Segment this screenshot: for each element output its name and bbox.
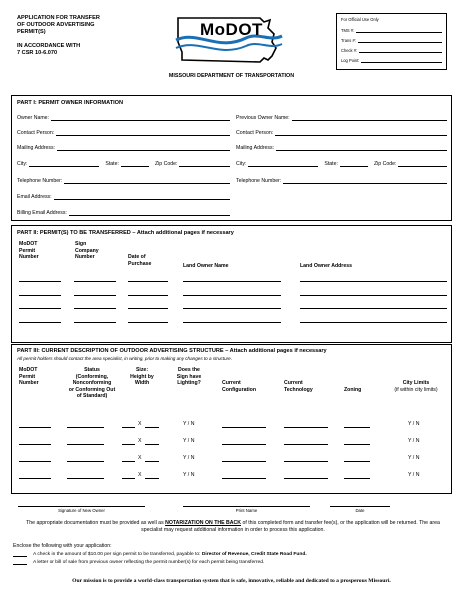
part3-col-lighting: Does the Sign have Lighting? — [176, 367, 202, 387]
part3-blank-r2-c4[interactable] — [284, 444, 328, 445]
part3-blank-r1-c4[interactable] — [284, 427, 328, 428]
documentation-notice: The appropriate documentation must be provided as well as NOTARIZATION ON THE BACK of this completed form and transfer fee(s), or the application will be returned. The area specialist may request additional information in order to process this application. — [26, 520, 440, 533]
part3-note: All permit holders should contact the area specialist, in writing, prior to making any changes to a structure. — [17, 356, 232, 361]
csr-line-1: IN ACCORDANCE WITH — [17, 42, 81, 49]
part2-blank-r3-c5[interactable] — [300, 308, 447, 309]
lighting-yn-choice[interactable]: Y / N — [183, 421, 195, 427]
part2-col-date: Date of Purchase — [128, 254, 152, 267]
part2-col-sign-company: Sign Company Number — [75, 241, 99, 261]
enclose-item-letter: A letter or bill of sale from previous owner reflecting the permit number(s) for each permit being transferred. — [13, 559, 453, 566]
date-line[interactable]: Date — [330, 506, 390, 513]
part2-blank-r2-c3[interactable] — [128, 295, 168, 296]
trans-field[interactable]: Trans #: — [341, 33, 442, 43]
part3-blank-r4-c1[interactable] — [19, 478, 51, 479]
prev-mailing-field[interactable]: Mailing Address: — [236, 143, 447, 151]
size-x-label: X — [138, 421, 142, 427]
print-name-line[interactable]: Print Name — [183, 506, 310, 513]
part3-blank-r4-c3[interactable] — [222, 478, 266, 479]
part2-blank-r1-c5[interactable] — [300, 281, 447, 282]
part2-blank-r2-c4[interactable] — [183, 295, 281, 296]
size-x-label: X — [138, 455, 142, 461]
part2-col-land-owner-name: Land Owner Name — [183, 263, 229, 269]
part3-title: PART III: CURRENT DESCRIPTION OF OUTDOOR ADVERTISING STRUCTURE – Attach additional pages if necessary — [17, 348, 327, 354]
part3-col-status: Status (Conforming, Nonconforming or Conforming Out of Standard) — [68, 367, 116, 400]
part2-blank-r4-c4[interactable] — [183, 322, 281, 323]
part3-blank-r1-c5[interactable] — [344, 427, 370, 428]
lighting-yn-choice[interactable]: Y / N — [183, 472, 195, 478]
form-title — [17, 15, 127, 57]
part2-col-land-owner-address: Land Owner Address — [300, 263, 352, 269]
part3-blank-r3-c1[interactable] — [19, 461, 51, 462]
part3-blank-r2-c2[interactable] — [67, 444, 104, 445]
part2-blank-r3-c4[interactable] — [183, 308, 281, 309]
part3-col-zoning: Zoning — [344, 387, 362, 393]
size-height-blank[interactable] — [122, 427, 135, 428]
part2-blank-r4-c3[interactable] — [128, 322, 168, 323]
contact-person-field[interactable]: Contact Person: — [17, 128, 230, 136]
part2-blank-r3-c3[interactable] — [128, 308, 168, 309]
modot-logo — [168, 12, 286, 64]
check-enclosed-blank[interactable] — [13, 556, 27, 557]
part3-col-technology: Current Technology — [284, 380, 313, 393]
city-state-zip-field[interactable]: City: State: Zip Code: — [17, 159, 230, 167]
previous-owner-field[interactable]: Previous Owner Name: — [236, 113, 447, 121]
size-height-blank[interactable] — [122, 461, 135, 462]
part3-blank-r4-c4[interactable] — [284, 478, 328, 479]
size-height-blank[interactable] — [122, 478, 135, 479]
part3-blank-r2-c5[interactable] — [344, 444, 370, 445]
part3-blank-r2-c3[interactable] — [222, 444, 266, 445]
city-limits-yn-choice[interactable]: Y / N — [408, 455, 420, 461]
city-limits-yn-choice[interactable]: Y / N — [408, 421, 420, 427]
lighting-yn-choice[interactable]: Y / N — [183, 438, 195, 444]
part3-col-city-limits: City Limits (if within city limits) — [394, 380, 438, 393]
part2-title: PART II: PERMIT(S) TO BE TRANSFERRED – Attach additional pages if necessary — [17, 230, 234, 236]
part3-blank-r3-c3[interactable] — [222, 461, 266, 462]
size-x-label: X — [138, 438, 142, 444]
department-name: MISSOURI DEPARTMENT OF TRANSPORTATION — [168, 73, 295, 79]
part2-blank-r4-c1[interactable] — [19, 322, 61, 323]
part2-blank-r1-c1[interactable] — [19, 281, 61, 282]
part3-blank-r1-c2[interactable] — [67, 427, 104, 428]
csr-line-2: 7 CSR 10-6.070 — [17, 49, 58, 56]
part3-col-configuration: Current Configuration — [222, 380, 256, 393]
signature-new-owner-line[interactable]: Signature of New Owner — [18, 506, 145, 513]
part1-panel — [11, 95, 452, 221]
prev-city-state-zip-field[interactable]: City: State: Zip Code: — [236, 159, 447, 167]
size-width-blank[interactable] — [145, 478, 159, 479]
part3-blank-r3-c2[interactable] — [67, 461, 104, 462]
size-width-blank[interactable] — [145, 444, 159, 445]
part3-col-size: Size: Height by Width — [130, 367, 154, 387]
mission-statement: Our mission is to provide a world-class transportation system that is safe, innovative, reliable and dedicated to a prosperous Missouri. — [72, 578, 391, 584]
enclose-item-check: A check in the amount of $10.00 per sign permit to be transferred, payable to: Director of Revenue, Credit State Road Fund. — [13, 551, 453, 558]
letter-enclosed-blank[interactable] — [13, 564, 27, 565]
official-use-box — [336, 13, 447, 70]
part2-panel — [11, 225, 452, 343]
city-limits-yn-choice[interactable]: Y / N — [408, 472, 420, 478]
size-width-blank[interactable] — [145, 427, 159, 428]
part2-blank-r3-c2[interactable] — [74, 308, 116, 309]
part3-col-permit: MoDOT Permit Number — [19, 367, 39, 387]
enclose-heading: Enclose the following with your application: — [13, 543, 112, 549]
email-field[interactable]: Email Address: — [17, 192, 230, 200]
part2-blank-r1-c3[interactable] — [128, 281, 168, 282]
title-line-2: OF OUTDOOR ADVERTISING — [17, 22, 95, 29]
part3-blank-r1-c3[interactable] — [222, 427, 266, 428]
part2-blank-r2-c1[interactable] — [19, 295, 61, 296]
telephone-field[interactable]: Telephone Number: — [17, 176, 230, 184]
title-line-1: APPLICATION FOR TRANSFER — [17, 15, 100, 21]
part2-blank-r4-c5[interactable] — [300, 322, 447, 323]
part3-blank-r4-c2[interactable] — [67, 478, 104, 479]
logo-text: MoDOT — [200, 20, 263, 39]
part3-blank-r3-c4[interactable] — [284, 461, 328, 462]
title-line-3: PERMIT(S) — [17, 29, 46, 36]
part2-blank-r3-c1[interactable] — [19, 308, 61, 309]
billing-email-field[interactable]: Billing Email Address: — [17, 208, 230, 216]
part2-blank-r1-c2[interactable] — [74, 281, 116, 282]
part2-blank-r4-c2[interactable] — [74, 322, 116, 323]
part3-blank-r3-c5[interactable] — [344, 461, 370, 462]
owner-name-field[interactable]: Owner Name: — [17, 113, 230, 121]
part3-panel — [11, 344, 452, 494]
official-use-title: For Official Use Only — [341, 17, 379, 22]
tms-field[interactable]: TMS #: — [341, 23, 442, 33]
size-width-blank[interactable] — [145, 461, 159, 462]
part2-col-permit: MoDOT Permit Number — [19, 241, 39, 261]
city-limits-yn-choice[interactable]: Y / N — [408, 438, 420, 444]
lighting-yn-choice[interactable]: Y / N — [183, 455, 195, 461]
size-height-blank[interactable] — [122, 444, 135, 445]
check-field[interactable]: Check #: — [341, 43, 442, 53]
prev-telephone-field[interactable]: Telephone Number: — [236, 176, 447, 184]
part2-blank-r2-c2[interactable] — [74, 295, 116, 296]
log-point-field[interactable]: Log Point: — [341, 53, 442, 63]
part3-blank-r1-c1[interactable] — [19, 427, 51, 428]
part2-blank-r2-c5[interactable] — [300, 295, 447, 296]
size-x-label: X — [138, 472, 142, 478]
part1-title: PART I: PERMIT OWNER INFORMATION — [17, 100, 124, 106]
part3-blank-r2-c1[interactable] — [19, 444, 51, 445]
part3-blank-r4-c5[interactable] — [344, 478, 370, 479]
mailing-address-field[interactable]: Mailing Address: — [17, 143, 230, 151]
part2-blank-r1-c4[interactable] — [183, 281, 281, 282]
prev-contact-field[interactable]: Contact Person: — [236, 128, 447, 136]
